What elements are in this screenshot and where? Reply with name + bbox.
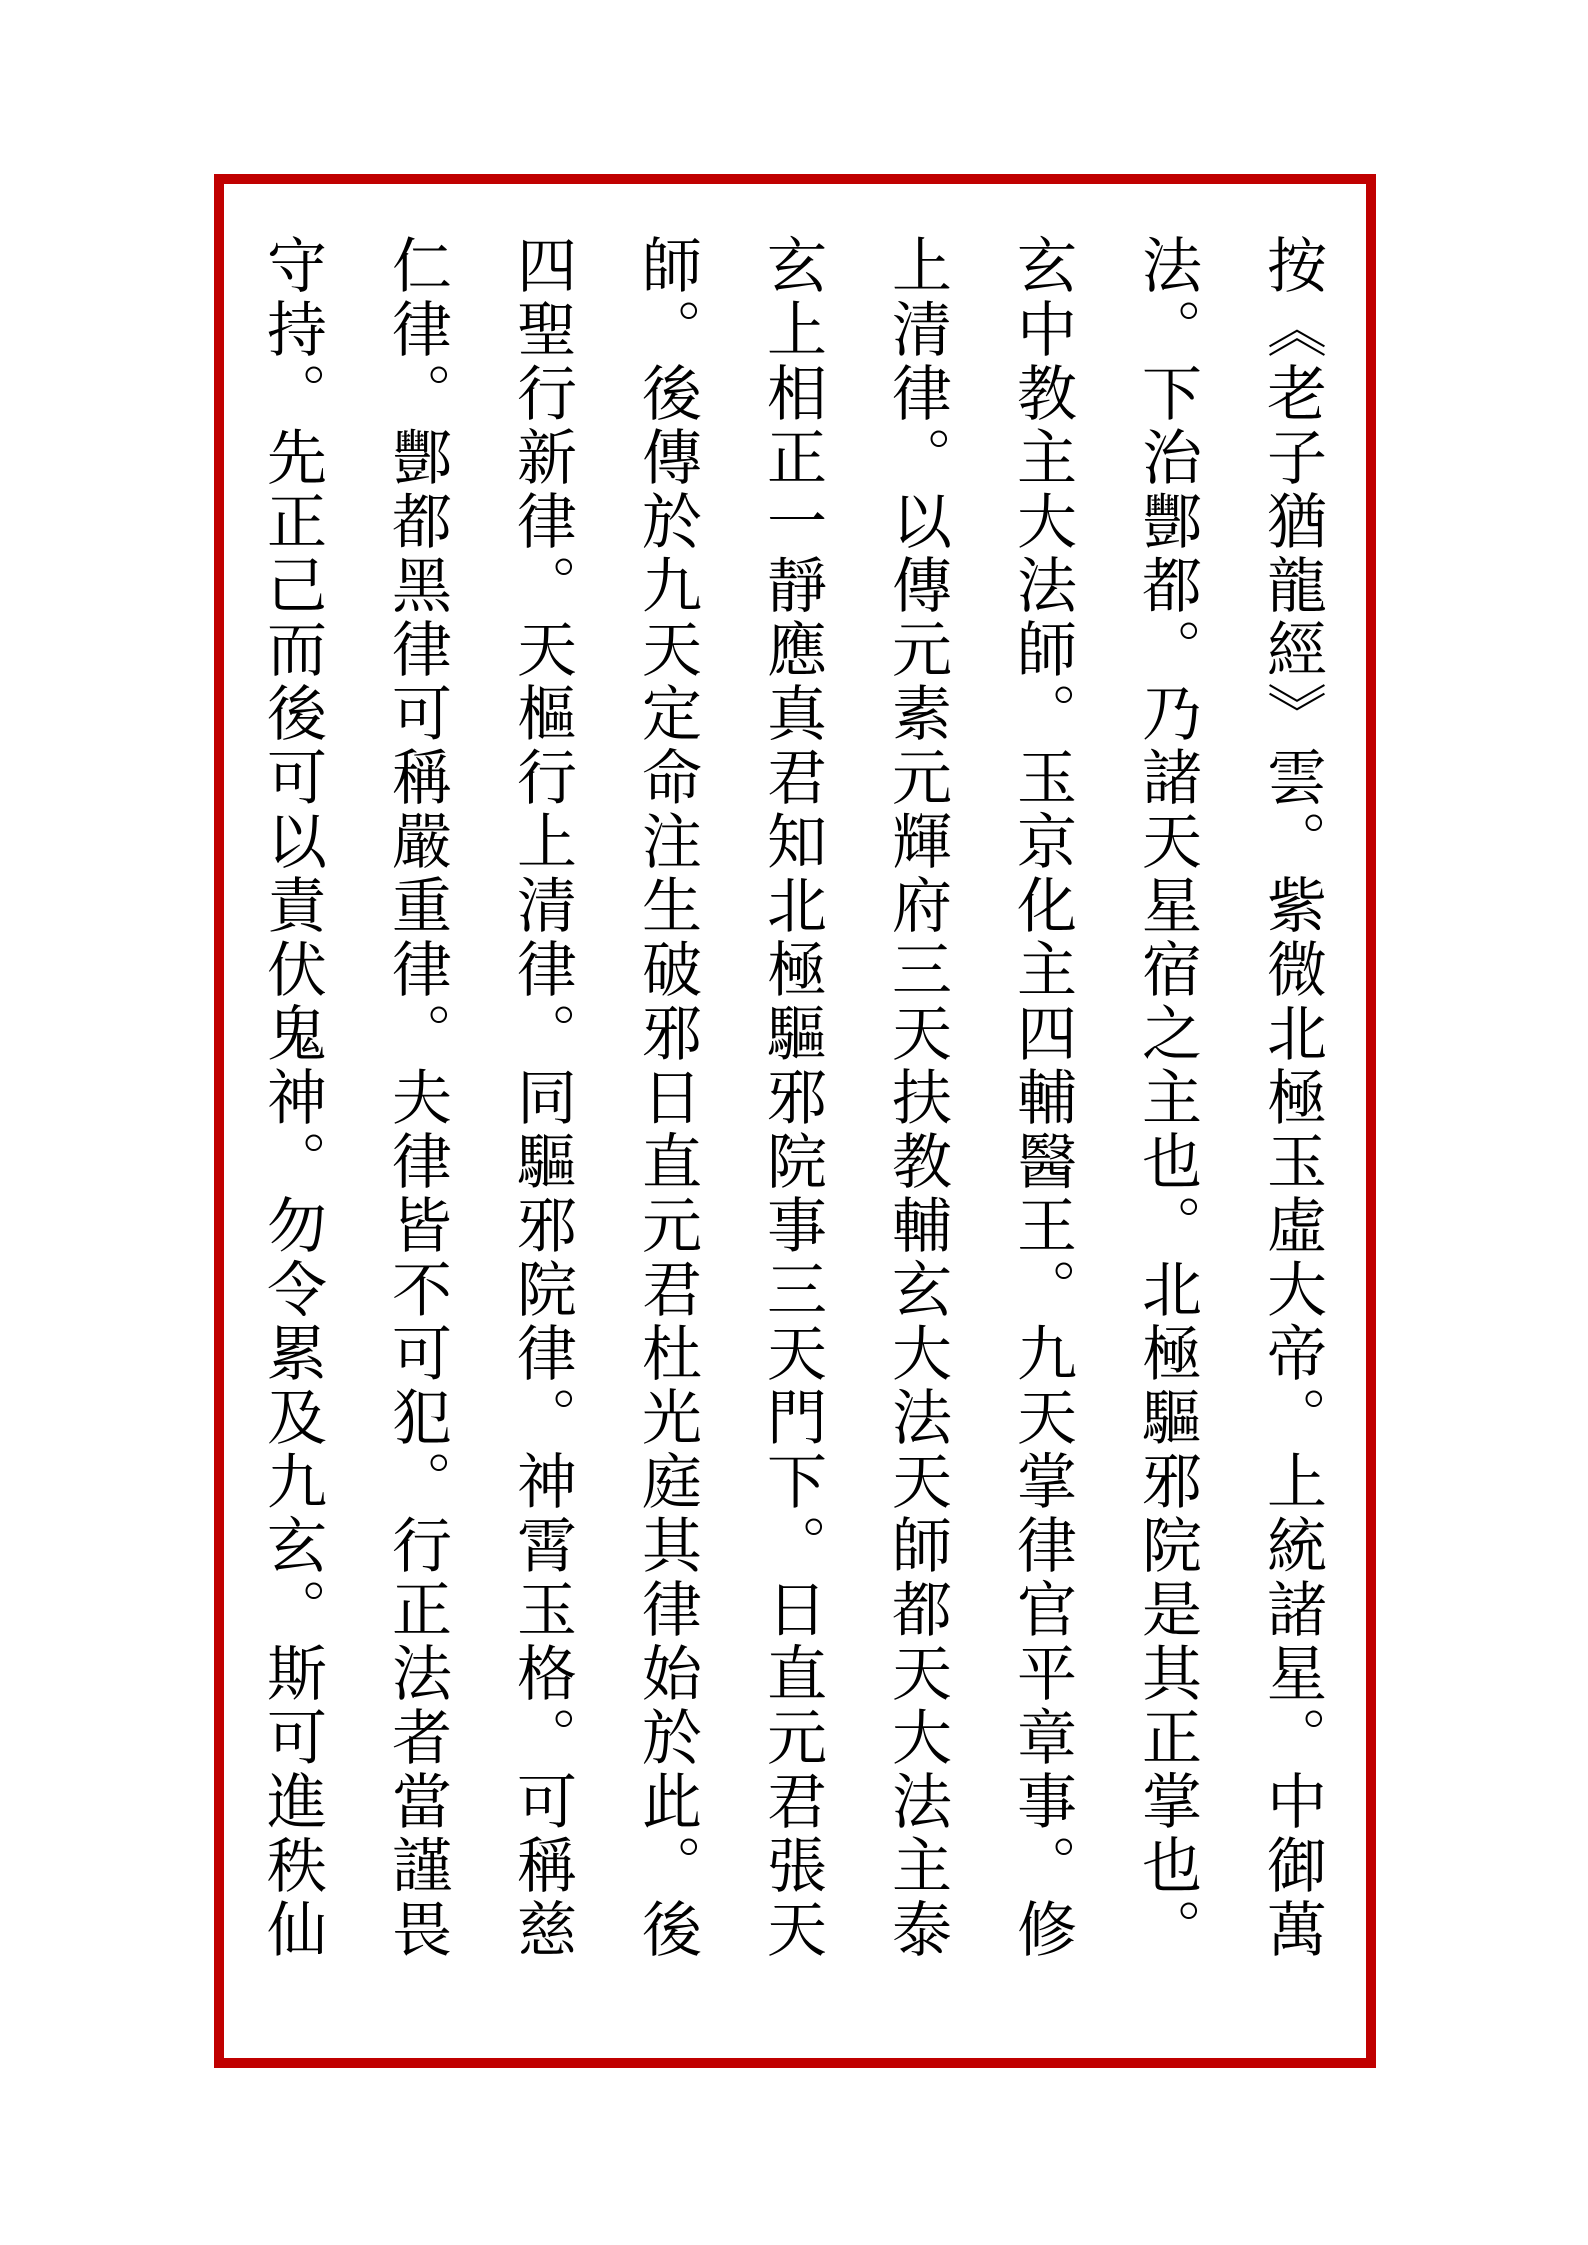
text-column: 玄中教主大法師。玉京化主四輔醫王。九天掌律官平章事。修 [1007,234,1077,1962]
text-column: 按《老子猶龍經》雲。紫微北極玉虛大帝。上統諸星。中御萬 [1257,234,1327,1962]
text-column: 師。後傳於九天定命注生破邪日直元君杜光庭其律始於此。後 [632,234,702,1962]
text-column: 守持。先正己而後可以責伏鬼神。勿令累及九玄。斯可進秩仙 [257,234,327,1962]
text-column: 玄上相正一靜應真君知北極驅邪院事三天門下。日直元君張天 [757,234,827,1962]
text-column: 四聖行新律。天樞行上清律。同驅邪院律。神霄玉格。可稱慈 [507,234,577,1962]
vertical-text-block [244,234,1354,2034]
text-column: 法。下治酆都。乃諸天星宿之主也。北極驅邪院是其正掌也。 [1132,234,1202,1962]
text-column: 仁律。酆都黑律可稱嚴重律。夫律皆不可犯。行正法者當謹畏 [382,234,452,1962]
text-column: 上清律。以傳元素元輝府三天扶教輔玄大法天師都天大法主泰 [882,234,952,1962]
